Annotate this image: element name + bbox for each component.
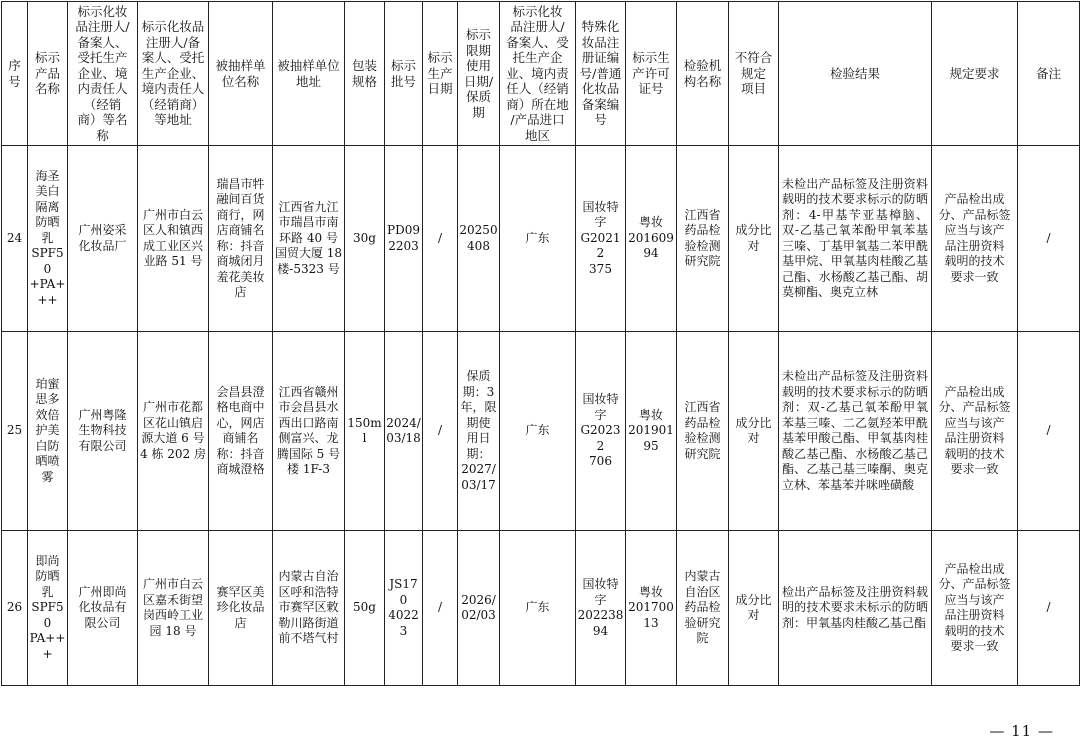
cell-batch-number: 2024/ 03/18 — [385, 332, 423, 531]
cell-registration-number: 国妆特 字 202238 94 — [576, 531, 626, 686]
cell-testing-institution: 内蒙古 自治区 药品检 验研究 院 — [677, 531, 729, 686]
cell-package-spec: 30g — [345, 146, 385, 332]
table-row — [2, 146, 1080, 332]
cell-sampled-unit-name: 会昌县澄 格电商中 心，网店 商铺名 称：抖音 商城澄格 — [209, 332, 273, 531]
cell-package-spec: 50g — [345, 531, 385, 686]
cell-sampled-unit-name: 瑞昌市牪 融间百货 商行，网 店商铺名 称：抖音 商城闭月 羞花美妆 店 — [209, 146, 273, 332]
header-registration-number: 特殊化 妆品注 册证编 号/普通 化妆品 备案编 号 — [576, 2, 626, 146]
cell-sampled-unit-address: 江西省九江 市瑞昌市南 环路 40 号 国贸大厦 18 楼-5323 号 — [273, 146, 345, 332]
header-test-result: 检验结果 — [779, 2, 932, 146]
cell-sampled-unit-address: 内蒙古自治 区呼和浩特 市赛罕区敕 勒川路街道 前不塔气村 — [273, 531, 345, 686]
cell-production-license: 粤妆 201700 13 — [626, 531, 677, 686]
header-sampled-unit-name: 被抽样单 位名称 — [209, 2, 273, 146]
cell-testing-institution: 江西省 药品检 验检测 研究院 — [677, 332, 729, 531]
cell-testing-institution: 江西省 药品检 验检测 研究院 — [677, 146, 729, 332]
header-nonconforming-item: 不符合 规定 项目 — [729, 2, 779, 146]
header-company-name: 标示化妆 品注册人/ 备案人、 受托生产 企业、境 内责任人 （经销 商）等名 称 — [68, 2, 138, 146]
cell-product-name: 即尚 防晒 乳 SPF50 PA++ + — [28, 531, 68, 686]
cell-expiry-date: 保质 期：3 年，限 期使 用日 期： 2027/ 03/17 — [458, 332, 500, 531]
cell-product-name: 海圣 美白 隔离 防晒 乳 SPF50 +PA+ ++ — [28, 146, 68, 332]
cell-remark: / — [1018, 531, 1080, 686]
header-production-date: 标示 生产 日期 — [423, 2, 458, 146]
header-sampled-unit-address: 被抽样单位 地址 — [273, 2, 345, 146]
header-product-name: 标示 产品 名称 — [28, 2, 68, 146]
cell-company-name: 广州即尚 化妆品有 限公司 — [68, 531, 138, 686]
header-remark: 备注 — [1018, 2, 1080, 146]
cell-seq: 24 — [2, 146, 28, 332]
header-testing-institution: 检验机 构名称 — [677, 2, 729, 146]
cell-company-name: 广州姿采 化妆品厂 — [68, 146, 138, 332]
header-company-address: 标示化妆品 注册人/备 案人、受托 生产企业、 境内责任人 （经销商） 等地址 — [138, 2, 209, 146]
cell-company-address: 广州市花都 区花山镇启 源大道 6 号 4 栋 202 房 — [138, 332, 209, 531]
cell-registration-number: 国妆特 字 G20212 375 — [576, 146, 626, 332]
cell-requirement: 产品检出成 分、产品标签 应当与该产 品注册资料 载明的技术 要求一致 — [932, 146, 1018, 332]
header-requirement: 规定要求 — [932, 2, 1018, 146]
cell-nonconforming-item: 成分比 对 — [729, 332, 779, 531]
cell-requirement: 产品检出成 分、产品标签 应当与该产 品注册资料 载明的技术 要求一致 — [932, 531, 1018, 686]
header-package-spec: 包装 规格 — [345, 2, 385, 146]
cell-company-name: 广州粤隆 生物科技 有限公司 — [68, 332, 138, 531]
cell-production-license: 粤妆 201609 94 — [626, 146, 677, 332]
table-row — [2, 531, 1080, 686]
cell-remark: / — [1018, 146, 1080, 332]
header-production-license: 标示生 产许可 证号 — [626, 2, 677, 146]
cell-production-license: 粤妆 201901 95 — [626, 332, 677, 531]
cell-origin-region: 广东 — [500, 146, 576, 332]
cell-product-name: 珀蜜 思多 效倍 护美 白防 晒喷 雾 — [28, 332, 68, 531]
cell-company-address: 广州市白云 区嘉禾街望 岗西岭工业 园 18 号 — [138, 531, 209, 686]
cell-production-date: / — [423, 146, 458, 332]
cell-nonconforming-item: 成分比 对 — [729, 146, 779, 332]
cell-sampled-unit-address: 江西省赣州 市会昌县水 西出口路南 侧富兴、龙 腾国际 5 号 楼 1F-3 — [273, 332, 345, 531]
cell-test-result: 检出产品标签及注册资料载明的技术要求未标示的防晒剂：甲氧基肉桂酸乙基己酯 — [779, 531, 932, 686]
cell-origin-region: 广东 — [500, 332, 576, 531]
cell-test-result: 未检出产品标签及注册资料载明的技术要求标示的防晒剂：4-甲基苄亚基樟脑、双-乙基己氧苯酚甲氧苯基三嗪、丁基甲氧基二苯甲酰基甲烷、甲氧基肉桂酸乙基己酯、水杨酸乙基己酯、胡莫柳酯、奥克立林 — [779, 146, 932, 332]
cell-seq: 25 — [2, 332, 28, 531]
header-batch-number: 标示 批号 — [385, 2, 423, 146]
header-expiry-date: 标示 限期 使用 日期/ 保质 期 — [458, 2, 500, 146]
cell-production-date: / — [423, 332, 458, 531]
cell-expiry-date: 2026/ 02/03 — [458, 531, 500, 686]
header-row — [2, 2, 1080, 146]
cell-seq: 26 — [2, 531, 28, 686]
cell-remark: / — [1018, 332, 1080, 531]
cell-registration-number: 国妆特 字 G20232 706 — [576, 332, 626, 531]
cell-test-result: 未检出产品标签及注册资料载明的技术要求标示的防晒剂：双-乙基己氧苯酚甲氧苯基三嗪、二乙氨羟苯甲酰基苯甲酸己酯、甲氧基肉桂酸乙基己酯、水杨酸乙基己酯、乙基己基三嗪酮、奥克立林、苯基苯并咪唑磺酸 — [779, 332, 932, 531]
cell-company-address: 广州市白云 区人和镇西 成工业区兴 业路 51 号 — [138, 146, 209, 332]
cell-package-spec: 150m l — [345, 332, 385, 531]
header-origin-region: 标示化妆 品注册人/ 备案人、受 托生产企 业、境内责 任人（经销 商）所在地 /产品进口 地区 — [500, 2, 576, 146]
page-number: — 11 — — [989, 722, 1054, 740]
cell-sampled-unit-name: 赛罕区美 珍化妆品 店 — [209, 531, 273, 686]
sampling-results-table — [1, 1, 1080, 686]
cell-batch-number: JS170 40223 — [385, 531, 423, 686]
cell-nonconforming-item: 成分比 对 — [729, 531, 779, 686]
cell-requirement: 产品检出成 分、产品标签 应当与该产 品注册资料 载明的技术 要求一致 — [932, 332, 1018, 531]
cell-batch-number: PD09 2203 — [385, 146, 423, 332]
table-row — [2, 332, 1080, 531]
header-seq: 序 号 — [2, 2, 28, 146]
cell-expiry-date: 20250 408 — [458, 146, 500, 332]
cell-production-date: / — [423, 531, 458, 686]
cell-origin-region: 广东 — [500, 531, 576, 686]
